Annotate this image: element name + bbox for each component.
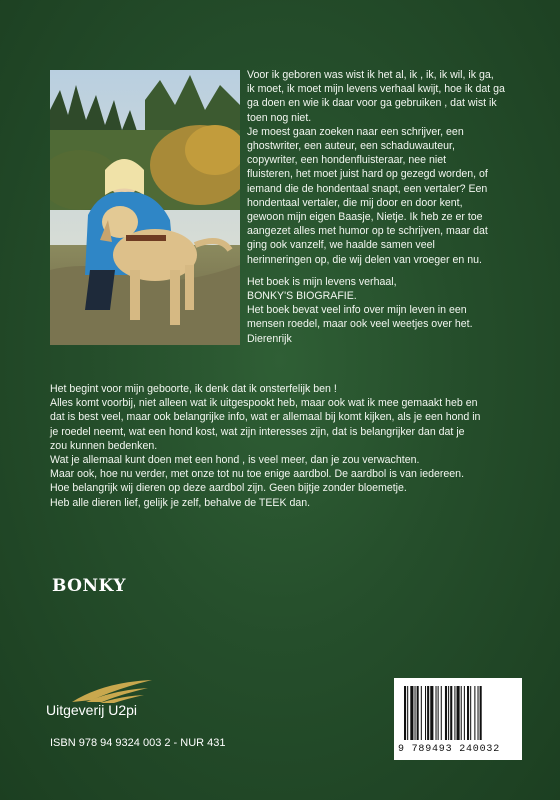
barcode-bar	[448, 686, 449, 740]
barcode-bar	[445, 686, 447, 740]
isbn-text: ISBN 978 94 9324 003 2 - NUR 431	[50, 737, 226, 749]
barcode-bar	[464, 686, 465, 740]
barcode-bars	[404, 686, 512, 740]
isbn-barcode	[394, 678, 522, 760]
barcode-bar	[470, 686, 471, 740]
description-paragraph: Het begint voor mijn geboorte, ik denk dat ik onsterfelijk ben ! Alles komt voorbij, niet alleen wat ik uitgespookt heb, maar ook wat ik mee gemaakt heb en dat is best veel, maar ook belangrijke info, wat er allemaal bij komt kijken, als je een hond in je roedel neemt, wat een hond kost, wat zijn interesses zijn, dat is belangrijker dan dat je zou kunnen bedenken. Wat je allemaal kunt doen met een hond , is veel meer, dan je zou verwachten. Maar ook, hoe nu verder, met onze tot nu toe enige aardbol. De aardbol is van iedereen. Hoe belangrijk wij dieren op deze aardbol zijn. Geen bijtje zonder bloemetje. Heb alle dieren lief, gelijk je zelf, behalve de TEEK dan.	[50, 383, 481, 509]
barcode-bar	[407, 686, 408, 740]
barcode-bar	[474, 686, 475, 740]
barcode-number: 9 789493 240032	[398, 744, 501, 755]
barcode-bar	[438, 686, 439, 740]
woman-with-dog-photo	[50, 70, 240, 345]
barcode-bar	[478, 686, 479, 740]
barcode-bar	[425, 686, 426, 740]
description-text	[50, 382, 524, 510]
paragraph-spacer	[247, 267, 552, 275]
cover-photo	[50, 70, 240, 345]
barcode-bar	[430, 686, 433, 740]
publisher-wing-icon	[64, 678, 154, 704]
intro-paragraph-2: Het boek is mijn levens verhaal, BONKY'S BIOGRAFIE. Het boek bevat veel info over mijn leven in een mensen roedel, maar ook veel weetjes over het. Dierenrijk	[247, 275, 473, 345]
barcode-bar	[410, 686, 413, 740]
barcode-bar	[404, 686, 406, 740]
intro-text-column	[247, 68, 552, 346]
barcode-bar	[454, 686, 455, 740]
barcode-bar	[441, 686, 442, 740]
barcode-bar	[427, 686, 429, 740]
barcode-bar	[480, 686, 482, 740]
barcode-bar	[415, 686, 416, 740]
barcode-bar	[461, 686, 462, 740]
publisher-logo	[46, 678, 226, 728]
barcode-bar	[417, 686, 419, 740]
publisher-name: Uitgeverij U2pi	[46, 702, 138, 718]
barcode-bar	[450, 686, 452, 740]
barcode-bar	[436, 686, 437, 740]
barcode-bar	[467, 686, 469, 740]
intro-paragraph-1: Voor ik geboren was wist ik het al, ik , ik, ik wil, ik ga, ik moet, ik moet mijn levens verhaal kwijt, hoe ik dat ga ga doen en wie ik daar voor ga gebruiken , dat wist ik toen nog niet. Je moest gaan zoeken naar een schrijver, een ghostwriter, een auteur, een schaduwauteur, copywriter, een hondenfluisteraar, nee niet fluisteren, het moet juist hard op gezegd worden, of iemand die de hondentaal snapt, een vertaler? Een hondentaal vertaler, die mij door en door kent, gewoon mijn eigen Baasje, Nietje. Ik heb ze er toe aangezet alles met humor op te schrijven, maar dat ging ook vanzelf, we haalde samen veel herinneringen op, die wij delen van vroeger en nu.	[247, 69, 505, 266]
barcode-bar	[421, 686, 422, 740]
barcode-bar	[457, 686, 460, 740]
bonky-logo: BONKY	[52, 576, 126, 596]
